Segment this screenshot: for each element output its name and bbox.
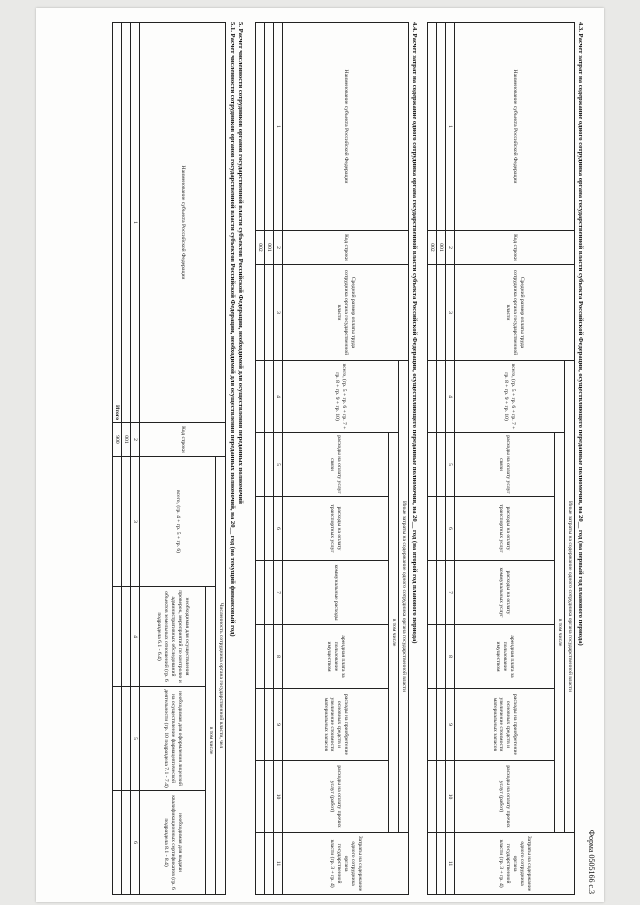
col-subject-name: Наименование субъекта Российской Федерации (283, 23, 409, 231)
col-number: 2 (446, 231, 455, 265)
col-communication: расходы на оплату услуг связи (455, 433, 555, 497)
total-label: Итого (113, 23, 122, 423)
row-code: 001 (122, 423, 131, 457)
col-subject-name: Наименование субъекта Российской Федерации (140, 23, 226, 423)
col-including: в том числе (555, 433, 565, 833)
col-headcount-total: всего, (гр. 4 + гр. 5 + гр. 6) (140, 457, 216, 587)
col-number: 9 (274, 689, 283, 761)
col-row-code: Код строки (140, 423, 226, 457)
row-code: 002 (256, 231, 265, 265)
col-transport: расходы на оплату транспортных услуг (283, 497, 389, 561)
col-utilities: коммунальные расходы (283, 561, 389, 625)
col-number: 9 (446, 689, 455, 761)
col-number: 6 (446, 497, 455, 561)
col-number: 5 (131, 687, 140, 791)
col-cost-per-employee: Затраты на содержание одного сотрудника органа государственной власти (гр. 3 + гр. 4) (283, 833, 409, 895)
col-number: 8 (274, 625, 283, 689)
col-number: 4 (131, 587, 140, 687)
col-qualification-certificates: необходимая для выдачи квалификационных сертификатов (гр. 6 подраздела 8.1 - 8.4) (140, 791, 206, 895)
total-row (113, 23, 122, 895)
col-other-total: всего, (гр. 5 + гр. 6 + гр. 7 + гр. 8 + гр. 9 + гр. 10) (283, 361, 399, 433)
col-number: 5 (274, 433, 283, 497)
col-number: 3 (274, 265, 283, 361)
col-number: 7 (446, 561, 455, 625)
section-4-4-title: 4.4. Расчет затрат на содержание одного сотрудника органа государственной власти субъекта Российской Федерации, осуществляющего переданные полномочия, на 20__ год (на второй год планового периода) (411, 22, 418, 644)
section-5-1-title: 5.1. Расчет численности сотрудников органов государственной власти субъектов Российской Федерации, необходимой для осуществления переданных полномочий, на 20__ год (на текущий финансовый год) (229, 22, 236, 637)
col-number: 6 (274, 497, 283, 561)
col-including: в том числе (206, 587, 216, 895)
col-control-inspections: необходимая для осуществления проверок, мероприятий по контролю и административных обследований объектов земельных отношений (гр. 6 подраздела 6.1 - 6.4) (140, 587, 206, 687)
col-rent: арендная плата за пользование имуществом (283, 625, 389, 689)
table-4-3 (427, 22, 575, 895)
section-4-3-title: 4.3. Расчет затрат на содержание одного сотрудника органа государственной власти субъекта Российской Федерации, осуществляющего переданные полномочия, на 20__ год (на первый год планового периода) (577, 22, 584, 646)
col-number: 4 (446, 361, 455, 433)
col-number: 2 (274, 231, 283, 265)
col-fixed-assets: расходы на приобретение основных средств и увеличение стоимости материальных запасов (283, 689, 389, 761)
col-transport: расходы на оплату транспортных услуг (455, 497, 555, 561)
col-avg-salary: Средний размер оплаты труда сотрудника органа государственной власти (283, 265, 409, 361)
rotated-landscape-content (36, 8, 604, 902)
col-number: 2 (131, 423, 140, 457)
col-number: 6 (131, 791, 140, 895)
col-other-costs: Иные затраты на содержание одного сотрудника органа государственной власти (399, 361, 409, 833)
col-rent: арендная плата за пользование имуществом (455, 625, 555, 689)
table-4-4 (255, 22, 409, 895)
col-number: 3 (446, 265, 455, 361)
col-utilities: расходы на оплату коммунальных услуг (455, 561, 555, 625)
col-number: 5 (446, 433, 455, 497)
col-number: 11 (446, 833, 455, 895)
col-other-services: расходы на оплату прочих услуг (работ) (455, 761, 555, 833)
form-number: Форма 0505166 с.3 (587, 829, 596, 894)
col-number: 3 (131, 457, 140, 587)
table-row (437, 23, 446, 895)
col-number: 8 (446, 625, 455, 689)
col-number: 4 (274, 361, 283, 433)
section-5-title: 5. Расчет численности сотрудников органов государственной власти субъектов Российской Федерации, необходимой для осуществления переданных полномочий (237, 22, 244, 504)
table-row (265, 23, 274, 895)
col-row-code: Код строки (455, 231, 575, 265)
row-code: 001 (265, 231, 274, 265)
col-headcount: Численность сотрудника органа государственной власти, чел (216, 457, 226, 895)
col-other-services: расходы на оплату прочих услуг (работ) (283, 761, 389, 833)
col-pharma-licensing: необходимая для оформления лицензий на осуществление фармацевтической деятельности (гр. 10 подраздела 7.1 - 7.4) (140, 687, 206, 791)
col-subject-name: Наименование субъекта Российской Федерации (455, 23, 575, 231)
col-including: в том числе (389, 433, 399, 833)
row-code: 002 (428, 231, 437, 265)
table-5-1 (112, 22, 226, 895)
col-cost-per-employee: Затраты на содержание одного сотрудника органа государственной власти (гр. 3 + гр. 4) (455, 833, 575, 895)
col-number: 10 (446, 761, 455, 833)
table-row (256, 23, 265, 895)
col-number: 1 (131, 23, 140, 423)
col-communication: расходы на оплату услуг связи (283, 433, 389, 497)
col-avg-salary: Средний размер оплаты труда сотрудника органа государственной власти (455, 265, 575, 361)
col-number: 10 (274, 761, 283, 833)
col-row-code: Код строки (283, 231, 409, 265)
col-number: 1 (274, 23, 283, 231)
row-code: 001 (437, 231, 446, 265)
col-other-costs: Иные затраты на содержание одного сотрудника органа государственной власти (565, 361, 575, 833)
table-row (428, 23, 437, 895)
col-number: 11 (274, 833, 283, 895)
col-number: 7 (274, 561, 283, 625)
document-page (36, 8, 604, 902)
col-number: 1 (446, 23, 455, 231)
col-other-total: всего, (гр. 5 + гр. 6 + гр. 7 + гр. 8 + гр. 9 + гр. 10) (455, 361, 565, 433)
table-row (122, 23, 131, 895)
col-fixed-assets: расходы на приобретение основных средств и увеличение стоимости материальных запасов (455, 689, 555, 761)
row-code: 900 (113, 423, 122, 457)
